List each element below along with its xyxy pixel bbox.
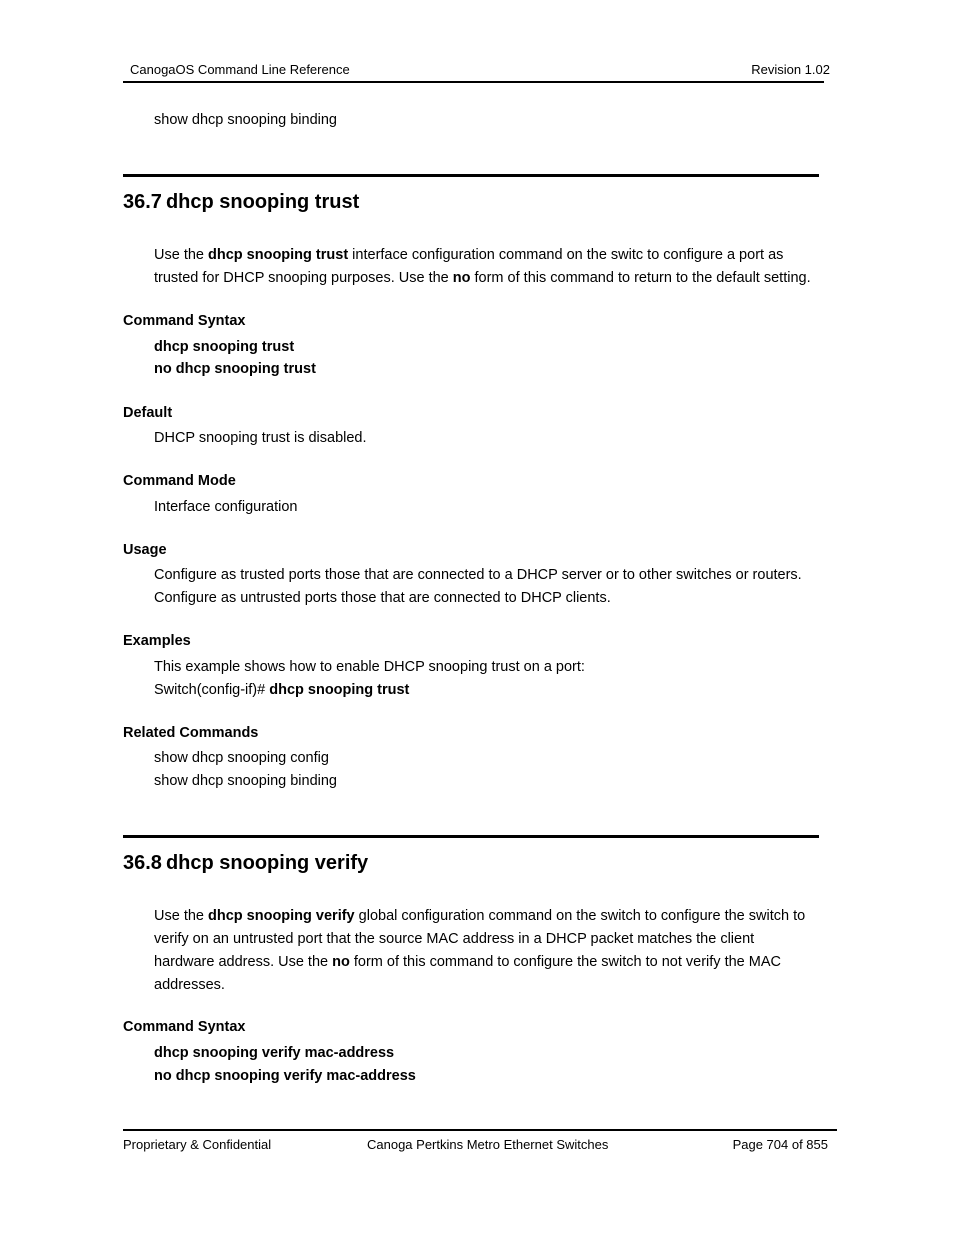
usage-label: Usage — [123, 542, 167, 558]
header-title: CanogaOS Command Line Reference — [130, 62, 350, 77]
section-rule — [123, 835, 819, 838]
default-label: Default — [123, 405, 173, 421]
related-command: show dhcp snooping config — [154, 750, 329, 766]
mode-label: Command Mode — [123, 473, 236, 489]
footer-divider — [123, 1129, 837, 1131]
footer-center: Canoga Pertkins Metro Ethernet Switches — [367, 1137, 609, 1152]
header-divider — [123, 81, 824, 83]
header-revision: Revision 1.02 — [751, 62, 830, 77]
syntax-line: no dhcp snooping trust — [154, 361, 316, 377]
syntax-line: no dhcp snooping verify mac-address — [154, 1068, 416, 1084]
carryover-line: show dhcp snooping binding — [154, 112, 337, 128]
mode-text: Interface configuration — [154, 499, 298, 515]
example-text: This example shows how to enable DHCP snooping trust on a port: — [154, 659, 585, 675]
syntax-label: Command Syntax — [123, 1019, 246, 1035]
footer-left: Proprietary & Confidential — [123, 1137, 272, 1152]
section-number: 36.7 — [123, 191, 162, 213]
related-label: Related Commands — [123, 725, 259, 741]
section-heading — [123, 191, 359, 214]
intro-paragraph: Use the dhcp snooping verify global configuration command on the switch to configure the switch to verify on an untrusted port that the source MAC address in a DHCP packet matches the client hardware address. Use the no form of this command to configure the switch to not verify the MAC addresses. — [154, 908, 806, 993]
section-title: dhcp snooping trust — [165, 191, 360, 213]
command-name: dhcp snooping trust — [208, 247, 349, 263]
page-number: Page 704 of 855 — [732, 1137, 828, 1152]
section-rule — [123, 174, 819, 177]
default-text: DHCP snooping trust is disabled. — [154, 430, 367, 446]
section-heading — [123, 852, 368, 875]
section-title: dhcp snooping verify — [165, 852, 369, 874]
syntax-line: dhcp snooping trust — [154, 339, 295, 355]
syntax-label: Command Syntax — [123, 313, 246, 329]
related-command: show dhcp snooping binding — [154, 773, 337, 789]
section-number: 36.8 — [123, 852, 162, 874]
usage-line: Configure as untrusted ports those that are connected to DHCP clients. — [154, 590, 611, 606]
examples-label: Examples — [123, 633, 191, 649]
command-name: dhcp snooping verify — [208, 908, 355, 924]
intro-paragraph: Use the dhcp snooping trust interface configuration command on the switc to configure a port as trusted for DHCP snooping purposes. Use the no form of this command to return to the default setting. — [154, 247, 811, 286]
example-command: Switch(config-if)# dhcp snooping trust — [154, 682, 410, 698]
syntax-line: dhcp snooping verify mac-address — [154, 1045, 395, 1061]
usage-line: Configure as trusted ports those that are connected to a DHCP server or to other switches or routers. — [154, 567, 802, 583]
